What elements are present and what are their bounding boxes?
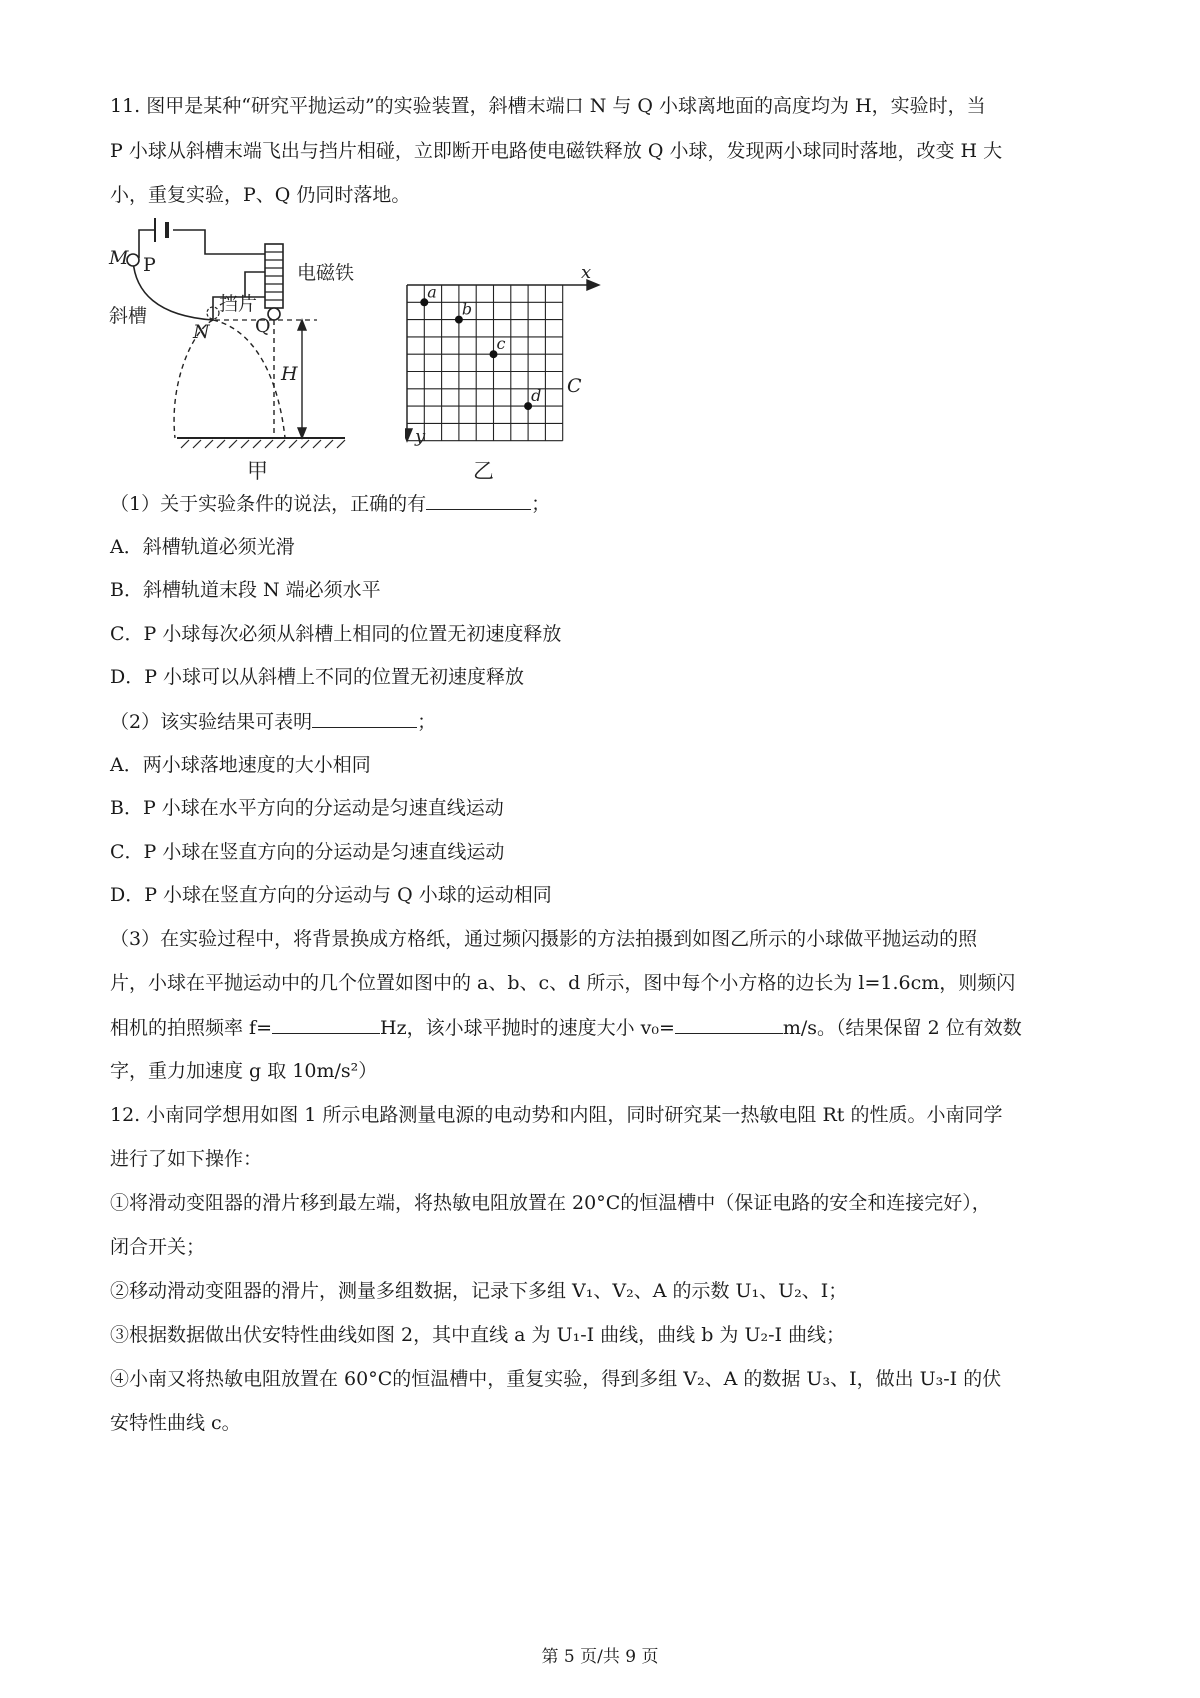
point-label-b: b — [461, 299, 473, 319]
q12-step-3: ③根据数据做出伏安特性曲线如图 2，其中直线 a 为 U₁-I 曲线，曲线 b 为 U₂-I 曲线； — [110, 1324, 846, 1346]
q11-sub3-line-3 — [110, 1013, 1100, 1042]
q11-intro-line-2: P 小球从斜槽末端飞出与挡片相碰，立即断开电路使电磁铁释放 Q 小球，发现两小球同时落地，改变 H 大 — [110, 140, 1003, 162]
caption-jia: 甲 — [247, 459, 268, 483]
label-chute: 斜槽 — [109, 305, 148, 327]
figure-yi — [405, 255, 645, 487]
q11-sub3-line-4: 字，重力加速度 g 取 10m/s²） — [110, 1060, 378, 1082]
q11-sub2-answer-blank[interactable] — [312, 707, 417, 728]
q11-sub3-velocity-blank[interactable] — [675, 1013, 783, 1034]
q11-sub3-frequency-label: 相机的拍照频率 f= — [110, 1017, 272, 1039]
q11-sub1-option-c: C．P 小球每次必须从斜槽上相同的位置无初速度释放 — [110, 623, 562, 645]
battery — [155, 218, 167, 242]
q11-sub1-option-a: A．斜槽轨道必须光滑 — [110, 536, 295, 558]
q11-sub3-line-3-end: m/s。（结果保留 2 位有效数 — [782, 1017, 1022, 1039]
page-footer: 第 5 页/共 9 页 — [541, 1647, 659, 1667]
q11-sub1-option-d: D．P 小球可以从斜槽上不同的位置无初速度释放 — [110, 666, 525, 688]
label-x: x — [581, 262, 592, 283]
point-label-a: a — [427, 282, 437, 302]
q11-sub1-stem-text: （1）关于实验条件的说法，正确的有 — [110, 493, 427, 515]
q11-sub2-stem-text: （2）该实验结果可表明 — [110, 711, 313, 733]
ground — [177, 438, 345, 448]
q11-sub3-frequency-blank[interactable] — [272, 1013, 380, 1034]
label-baffle: 挡片 — [219, 293, 258, 315]
q11-sub3-line-2: 片，小球在平抛运动中的几个位置如图中的 a、b、c、d 所示，图中每个小方格的边长为 l=1.6cm，则频闪 — [110, 972, 1016, 994]
y-axis — [405, 285, 412, 441]
electromagnet — [265, 244, 283, 308]
q11-sub3-line-1: （3）在实验过程中，将背景换成方格纸，通过频闪摄影的方法拍摄到如图乙所示的小球做平抛运动的照 — [110, 928, 978, 950]
q11-sub2-option-a: A．两小球落地速度的大小相同 — [110, 754, 371, 776]
q11-intro-line-3: 小，重复实验，P、Q 仍同时落地。 — [110, 184, 411, 206]
label-m: M — [109, 247, 129, 269]
flash-points — [420, 282, 541, 410]
q11-sub2-option-d: D．P 小球在竖直方向的分运动与 Q 小球的运动相同 — [110, 884, 552, 906]
q12-step-4b: 安特性曲线 c。 — [110, 1412, 241, 1434]
q12-step-1b: 闭合开关； — [110, 1236, 206, 1258]
ball-p — [127, 254, 139, 266]
q11-intro-line-1: 11. 图甲是某种“研究平抛运动”的实验装置，斜槽末端口 N 与 Q 小球离地面的高度均为 H，实验时，当 — [110, 95, 986, 117]
figure-jia — [95, 212, 375, 487]
q11-sub1-answer-blank[interactable] — [426, 489, 531, 510]
caption-yi: 乙 — [473, 459, 494, 483]
q11-sub2-stem-end: ； — [417, 711, 437, 733]
label-p: P — [143, 254, 156, 276]
q12-line-2: 进行了如下操作： — [110, 1148, 263, 1170]
height-arrow — [298, 320, 306, 438]
grid-paper — [407, 285, 563, 441]
q12-step-1a: ①将滑动变阻器的滑片移到最左端，将热敏电阻放置在 20°C的恒温槽中（保证电路的安全和连接完好）， — [110, 1192, 991, 1214]
label-y: y — [415, 426, 426, 447]
label-c: C — [567, 375, 582, 397]
q11-sub1-option-b: B．斜槽轨道末段 N 端必须水平 — [110, 579, 381, 601]
q12-step-2: ②移动滑动变阻器的滑片，测量多组数据，记录下多组 V₁、V₂、A 的示数 U₁、U₂、I； — [110, 1280, 848, 1302]
q11-sub2-option-b: B．P 小球在水平方向的分运动是匀速直线运动 — [110, 797, 504, 819]
q12-step-4a: ④小南又将热敏电阻放置在 60°C的恒温槽中，重复实验，得到多组 V₂、A 的数据 U₃、I，做出 U₃-I 的伏 — [110, 1368, 1002, 1390]
q11-sub1-stem-end: ； — [531, 493, 551, 515]
q11-sub2-option-c: C．P 小球在竖直方向的分运动是匀速直线运动 — [110, 841, 505, 863]
label-q: Q — [255, 315, 271, 337]
q11-sub3-velocity-label: Hz，该小球平抛时的速度大小 v₀= — [380, 1017, 675, 1039]
point-label-d: d — [531, 386, 542, 406]
label-h: H — [281, 363, 298, 385]
q12-line-1: 12. 小南同学想用如图 1 所示电路测量电源的电动势和内阻，同时研究某一热敏电阻 Rt 的性质。小南同学 — [110, 1104, 1003, 1126]
point-label-c: c — [496, 334, 506, 354]
q11-sub2-stem — [110, 707, 1100, 736]
label-electromagnet: 电磁铁 — [297, 262, 355, 284]
q11-sub1-stem — [110, 489, 1100, 518]
label-n: N — [193, 321, 210, 343]
